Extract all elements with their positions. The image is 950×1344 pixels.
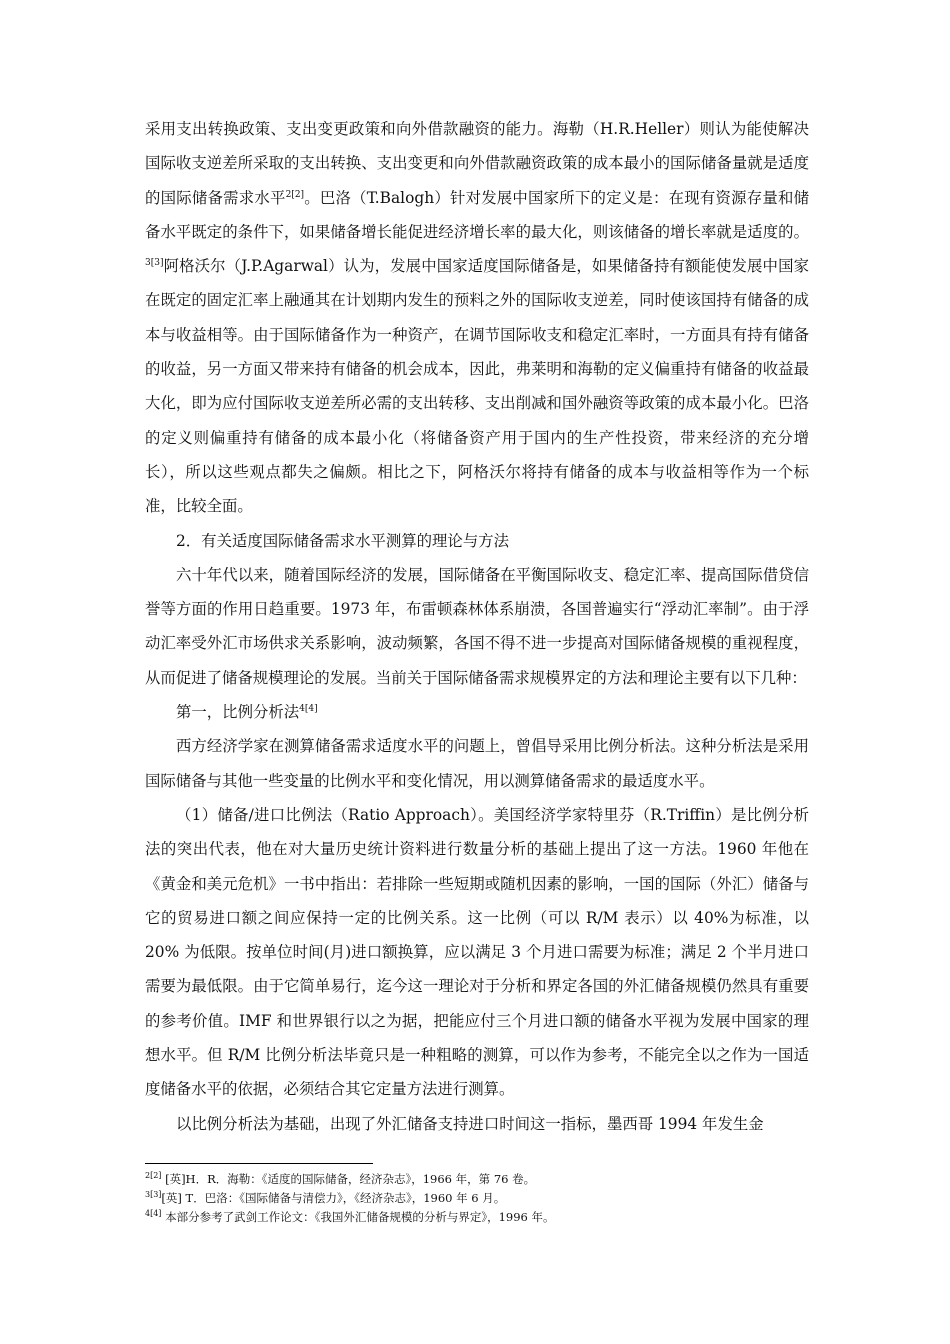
footnote-mark: 3[3] <box>145 1190 162 1200</box>
footnote-mark: 4[4] <box>145 1209 162 1219</box>
footnotes <box>145 1170 809 1227</box>
paragraph-import-time: 以比例分析法为基础，出现了外汇储备支持进口时间这一指标，墨西哥 1994 年发生金 <box>176 1114 764 1133</box>
footnote-item <box>145 1170 809 1189</box>
paragraph-ratio-approach: （1）储备/进口比例法（Ratio Approach）。美国经济学家特里芬（R.Triffin）是比例分析法的突出代表，他在对大量历史统计资料进行数量分析的基础上提出了这一方法。1960 年他在《黄金和美元危机》一书中指出：若排除一些短期或随机因素的影响，一国的国际（外汇）储备与它的贸易进口额之间应保持一定的比例关系。这一比例（可以 R/M 表示）以 40%为标准，以 20% 为低限。按单位时间(月)进口额换算，应以满足 3 个月进口需要为标准；满足 2 个半月进口需要为最低限。由于它简单易行，迄今这一理论对于分析和界定各国的外汇储备规模仍然具有重要的参考价值。IMF 和世界银行以之为据，把能应付三个月进口额的储备水平视为发展中国家的理想水平。但 R/M 比例分析法毕竟只是一种粗略的测算，可以作为参考，不能完全以之作为一国适度储备水平的依据，必须结合其它定量方法进行测算。 <box>145 805 809 1099</box>
paragraph-text: 采用支出转换政策、支出变更政策和向外借款融资的能力。海勒（H.R.Heller）则认为能使解决国际收支逆差所采取的支出转换、支出变更和向外借款融资政策的成本最小的国际储备量就是适度的国际储备需求水平 <box>145 120 809 207</box>
paragraph-text: 阿格沃尔（J.P.Agarwal）认为，发展中国家适度国际储备是，如果储备持有额能使发展中国家在既定的固定汇率上融通其在计划期内发生的预料之外的国际收支逆差，同时使该国持有储备的成本与收益相等。由于国际储备作为一种资产，在调节国际收支和稳定汇率时，一方面具有持有储备的收益，另一方面又带来持有储备的机会成本，因此，弗莱明和海勒的定义偏重持有储备的收益最大化，即为应付国际收支逆差所必需的支出转移、支出削减和国外融资等政策的成本最小化。巴洛的定义则偏重持有储备的成本最小化（将储备资产用于国内的生产性投资，带来经济的充分增长），所以这些观点都失之偏颇。相比之下，阿格沃尔将持有储备的成本与收益相等作为一个标准，比较全面。 <box>145 257 809 516</box>
footnote-item <box>145 1189 809 1208</box>
subsection-heading <box>145 695 809 729</box>
footnote-ref[interactable]: 4[4] <box>299 703 318 714</box>
subsection-heading-text: 第一，比例分析法 <box>176 703 300 722</box>
footnote-text: [英]H．R．海勒：《适度的国际储备，经济杂志》，1966 年，第 76 卷。 <box>161 1172 536 1186</box>
section-heading: 2．有关适度国际储备需求水平测算的理论与方法 <box>176 531 509 550</box>
footnote-text: 本部分参考了武剑工作论文：《我国外汇储备规模的分析与界定》，1996 年。 <box>161 1210 555 1224</box>
main-text <box>145 112 809 1141</box>
footnote-item <box>145 1208 809 1227</box>
footnote-ref[interactable]: 3[3] <box>145 258 164 269</box>
paragraph-definitions <box>145 112 809 524</box>
paragraph-text: 。巴洛（T.Balogh）针对发展中国家所下的定义是：在现有资源存量和储备水平既定的条件下，如果储备增长能促进经济增长率的最大化，则该储备的增长率就是适度的。 <box>145 188 809 241</box>
paragraph-background: 六十年代以来，随着国际经济的发展，国际储备在平衡国际收支、稳定汇率、提高国际借贷信誉等方面的作用日趋重要。1973 年，布雷顿森林体系崩溃，各国普遍实行“浮动汇率制”。由于浮动汇率受外汇市场供求关系影响，波动频繁，各国不得不进一步提高对国际储备规模的重视程度，从而促进了储备规模理论的发展。当前关于国际储备需求规模界定的方法和理论主要有以下几种： <box>145 565 809 687</box>
footnote-text: [英] T．巴洛：《国际储备与清偿力》，《经济杂志》，1960 年 6 月。 <box>161 1191 506 1205</box>
footnote-ref[interactable]: 2[2] <box>285 189 305 200</box>
footnote-mark: 2[2] <box>145 1171 162 1181</box>
footnote-divider <box>145 1163 373 1164</box>
paragraph-ratio-intro: 西方经济学家在测算储备需求适度水平的问题上，曾倡导采用比例分析法。这种分析法是采用国际储备与其他一些变量的比例水平和变化情况，用以测算储备需求的最适度水平。 <box>145 737 809 790</box>
